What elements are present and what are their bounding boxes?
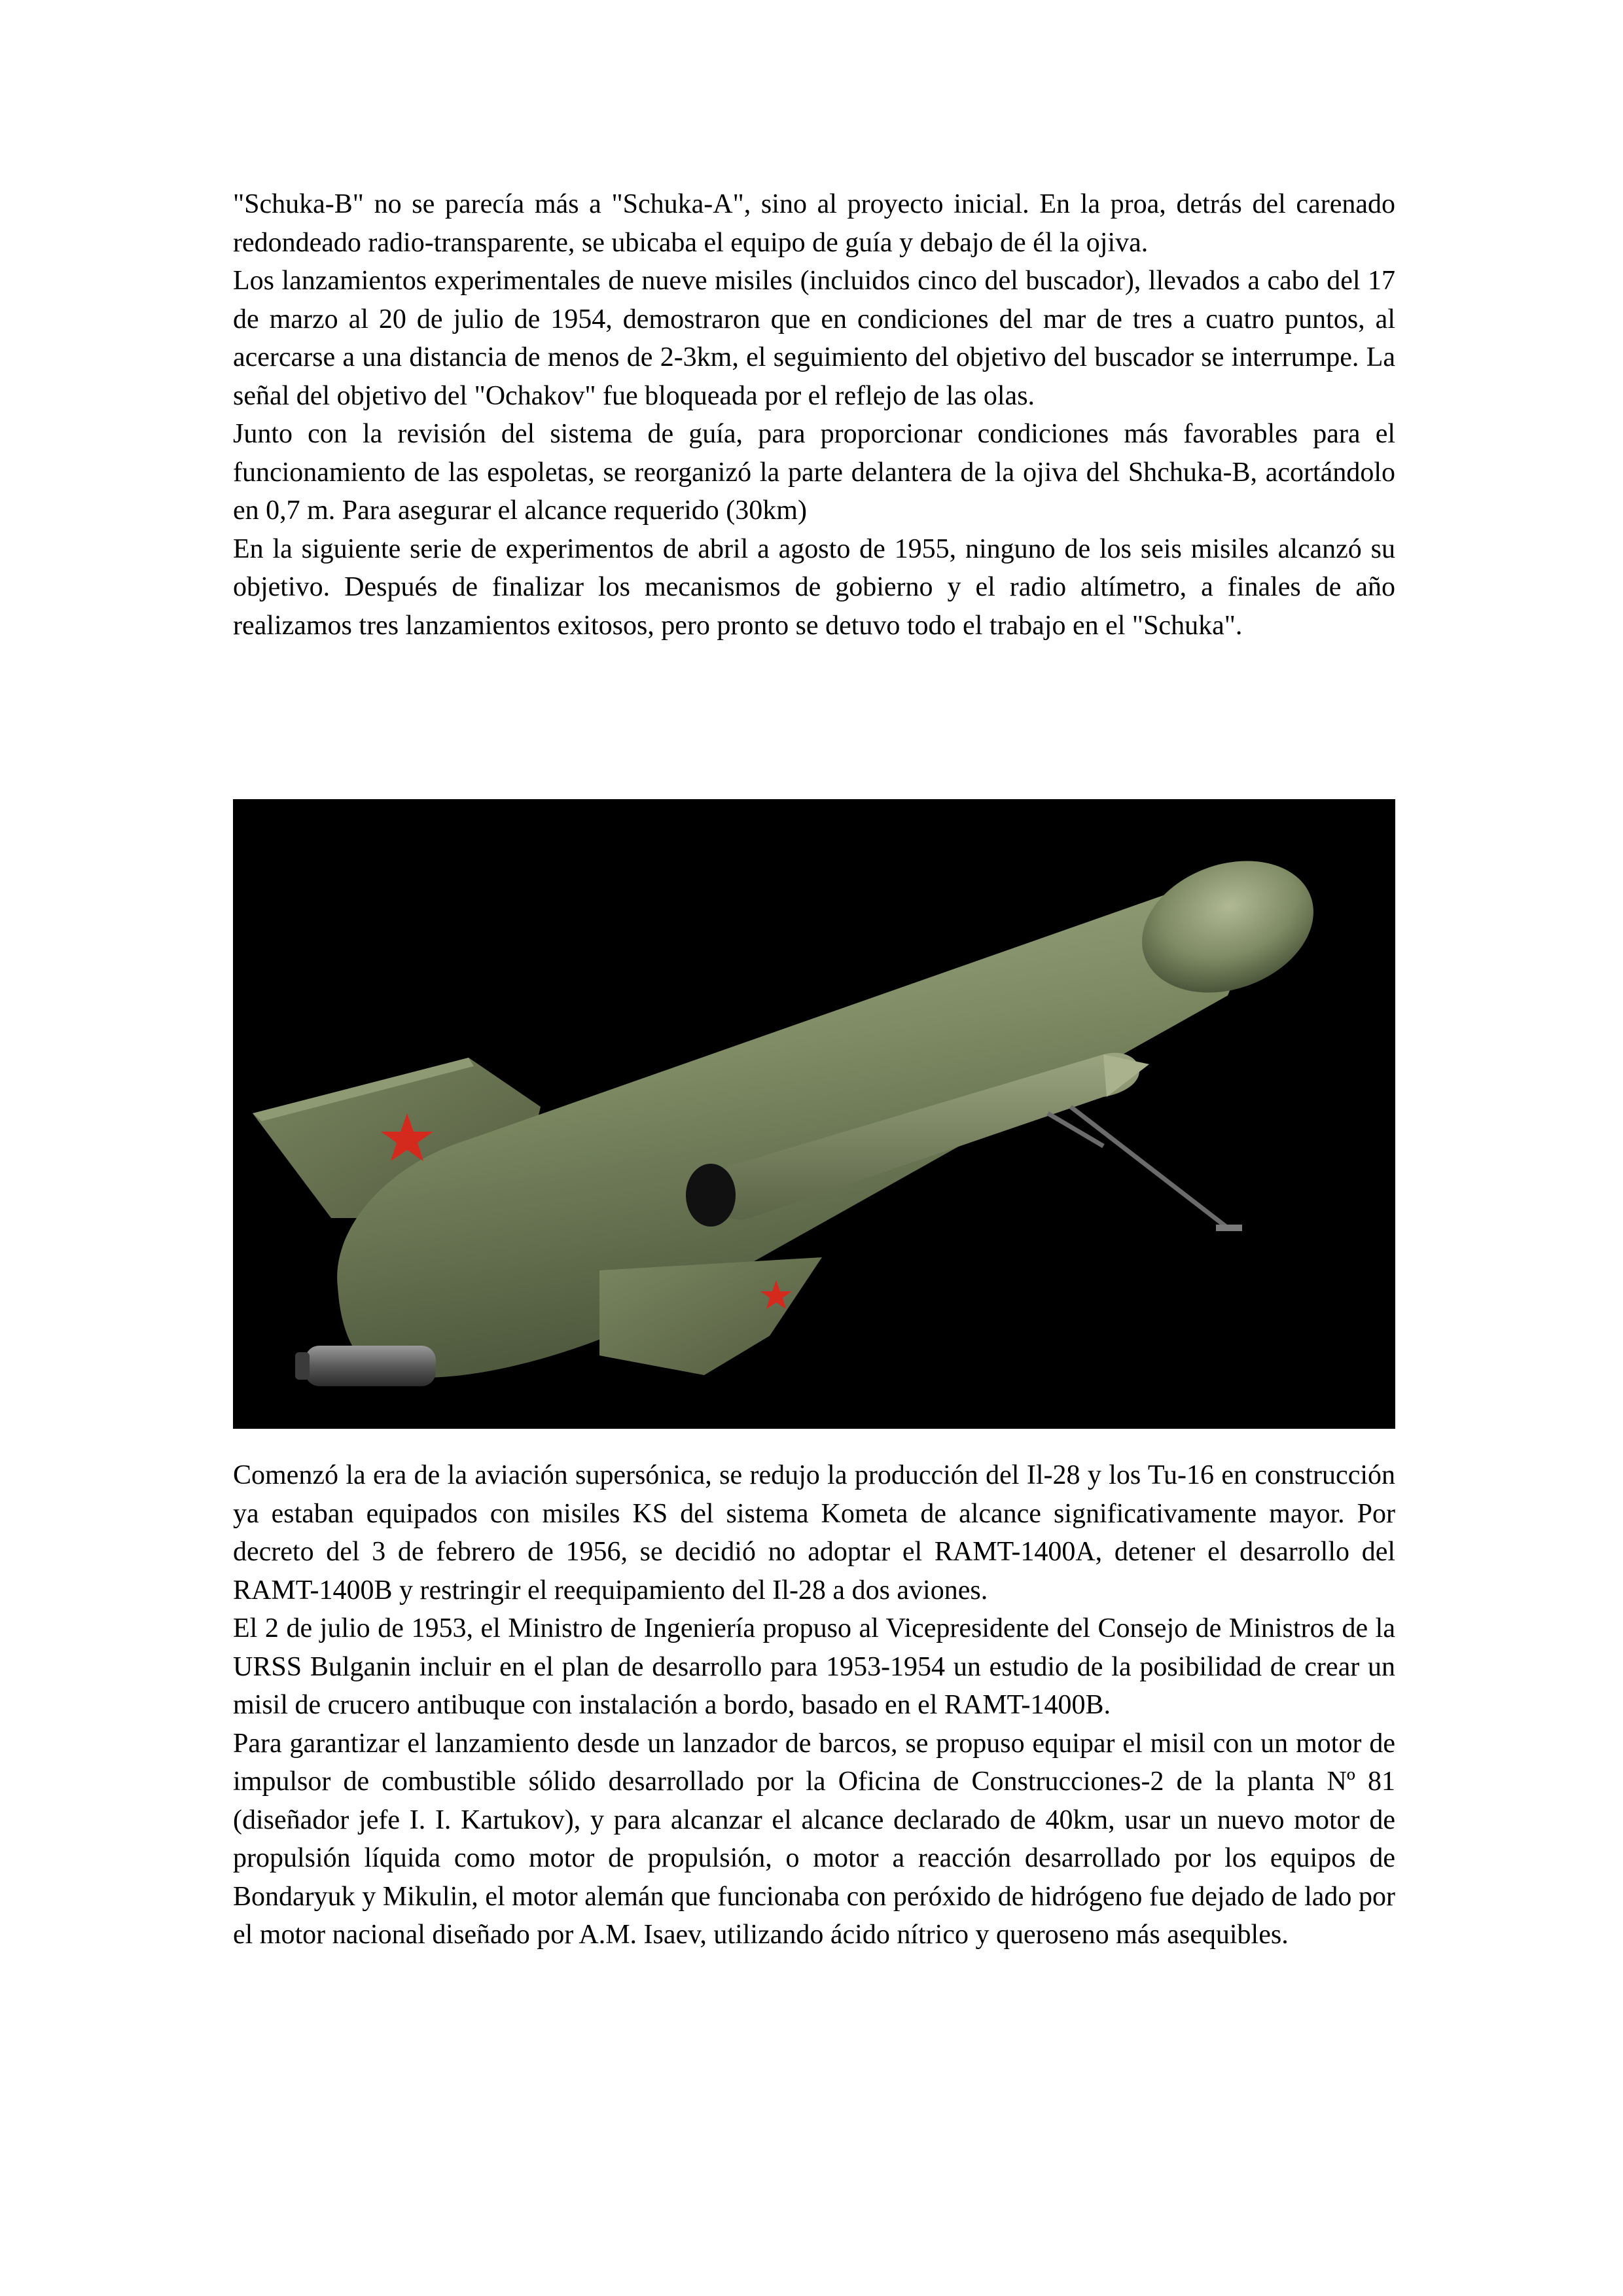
paragraph-ministry-proposal: El 2 de julio de 1953, el Ministro de Ingeniería propuso al Vicepresidente del Consejo de Ministros de la URSS Bulganin incluir en el plan de desarrollo para 1953-1954 un estudio de la posibilidad de crear un misil de crucero antibuque con instalación a bordo, basado en el RAMT-1400B. xyxy=(233,1613,1395,1720)
paragraph-experimental-launches: Los lanzamientos experimentales de nueve misiles (incluidos cinco del buscador), llevados a cabo del 17 de marzo al 20 de julio de 1954, demostraron que en condiciones del mar de tres a cuatro puntos, al acercarse a una distancia de menos de 2-3km, el seguimiento del objetivo del buscador se interrumpe. La señal del objetivo del "Ochakov" fue bloqueada por el reflejo de las olas. xyxy=(233,266,1395,411)
paragraph-schuka-b-description: "Schuka-B" no se parecía más a "Schuka-A", sino al proyecto inicial. En la proa, detrás del carenado redondeado radio-transparente, se ubicaba el equipo de guía y debajo de él la ojiva. xyxy=(233,189,1395,258)
bottom-text-block xyxy=(233,1456,1395,1954)
paragraph-1955-experiments: En la siguiente serie de experimentos de abril a agosto de 1955, ninguno de los seis misiles alcanzó su objetivo. Después de finalizar los mecanismos de gobierno y el radio altímetro, a finales de año realizamos tres lanzamientos exitosos, pero pronto se detuvo todo el trabajo en el "Schuka". xyxy=(233,533,1395,641)
booster xyxy=(305,1346,436,1386)
engine-intake xyxy=(686,1164,736,1227)
paragraph-guidance-revision: Junto con la revisión del sistema de guía, para proporcionar condiciones más favorables para el funcionamiento de las espoletas, se reorganizó la parte delantera de la ojiva del Shchuka-B, acortándolo en 0,7 m. Para asegurar el alcance requerido (30km) xyxy=(233,419,1395,526)
paragraph-supersonic-era: Comenzó la era de la aviación supersónica, se redujo la producción del Il-28 y los Tu-16 en construcción ya estaban equipados con misiles KS del sistema Kometa de alcance significativamente mayor. Por decreto del 3 de febrero de 1956, se decidió no adoptar el RAMT-1400A, detener el desarrollo del RAMT-1400B y restringir el reequipamiento del Il-28 a dos aviones. xyxy=(233,1460,1395,1605)
booster-nozzle xyxy=(295,1352,310,1380)
missile-illustration xyxy=(233,799,1395,1429)
top-text-block xyxy=(233,185,1395,645)
paragraph-ship-launcher: Para garantizar el lanzamiento desde un lanzador de barcos, se propuso equipar el misil con un motor de impulsor de combustible sólido desarrollado por la Oficina de Construcciones-2 de la planta Nº 81 (diseñador jefe I. I. Kartukov), y para alcanzar el alcance declarado de 40km, usar un nuevo motor de propulsión líquida como motor de propulsión, o motor a reacción desarrollado por los equipos de Bondaryuk y Mikulin, el motor alemán que funcionaba con peróxido de hidrógeno fue dejado de lado por el motor nacional diseñado por A.M. Isaev, utilizando ácido nítrico y queroseno más asequibles. xyxy=(233,1728,1395,1950)
missile-illustration-svg xyxy=(233,799,1395,1429)
strut-foot xyxy=(1216,1225,1242,1231)
